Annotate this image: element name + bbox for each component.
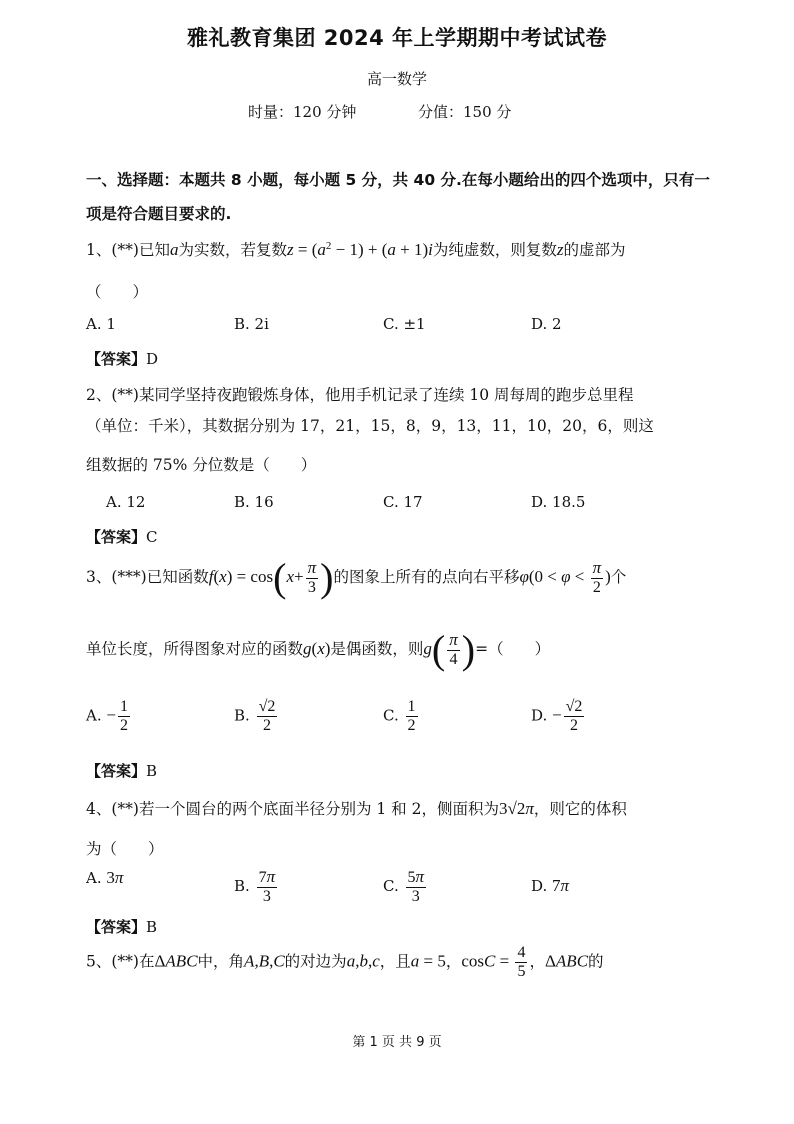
question-2-stem-line-2: （单位：千米），其数据分别为 17，21，15，8，9，13，11，10，20，6，则这: [86, 417, 654, 435]
question-4-answer: 【答案】B: [86, 918, 158, 936]
question-1-option-c: C. ±1: [383, 315, 426, 333]
question-4-option-a: A. 3π: [86, 868, 124, 887]
question-3-option-d: D. − $\frac{√2}{2}$: [531, 698, 583, 734]
question-4-stem-line-2: 为（ ）: [86, 840, 164, 858]
question-3-option-c: C. $\frac{1}{2}$: [383, 698, 416, 734]
question-4-stem-line-1: 4、(**)若一个圆台的两个底面半径分别为 1 和 2，侧面积为3√2π，则它的体积: [86, 799, 627, 818]
section-heading: 一、选择题：本题共 8 小题，每小题 5 分，共 40 分.在每小题给出的四个选项中，只有一项是符合题目要求的.: [86, 171, 710, 223]
question-3-stem-line-2: 单位长度，所得图象对应的函数g(x)是偶函数，则g( $\frac{\pi}{4}$ )=（ ）: [86, 627, 551, 672]
question-4-option-b: B. $\frac{7\pi}{3}$: [234, 867, 276, 905]
question-2-stem-line-1: 2、(**)某同学坚持夜跑锻炼身体，他用手机记录了连续 10 周每周的跑步总里程: [86, 386, 634, 404]
question-2-option-b: B. 16: [234, 493, 274, 511]
question-3-answer: 【答案】B: [86, 762, 158, 780]
exam-title: 雅礼教育集团 2024 年上学期期中考试试卷: [186, 26, 608, 50]
question-5-stem: 5、(**)在ΔABC中，角A,B,C的对边为a,b,c，且a = 5，cosC = $\frac{4}{5}$ ，ΔABC的: [86, 944, 604, 980]
question-2-option-a: A. 12: [106, 493, 146, 511]
question-1-option-d: D. 2: [531, 315, 562, 333]
time-limit: 时量：120 分钟: [248, 103, 357, 121]
question-2-option-d: D. 18.5: [531, 493, 586, 511]
question-3-option-a: A. − $\frac{1}{2}$: [86, 698, 128, 734]
question-1-stem: 1、(**)已知a为实数，若复数$z = (a^2 - 1) + (a + 1)i$为纯虚数，则复数z的虚部为: [86, 239, 626, 259]
question-1-number: 1、(**): [86, 241, 139, 259]
question-2-option-c: C. 17: [383, 493, 423, 511]
question-3-option-b: B. $\frac{√2}{2}$: [234, 698, 276, 734]
question-4-option-c: C. $\frac{5\pi}{3}$: [383, 867, 425, 905]
question-1-blank: （ ）: [86, 283, 149, 301]
page-footer: 第 1 页 共 9 页: [352, 1035, 442, 1050]
question-5-number: 5、(**): [86, 952, 139, 971]
question-2-answer: 【答案】C: [86, 528, 158, 546]
exam-subject: 高一数学: [366, 70, 427, 88]
question-1-option-a: A. 1: [86, 315, 116, 333]
question-1-answer: 【答案】D: [86, 350, 159, 368]
math-a: a: [169, 240, 179, 259]
question-4-option-d: D. 7π: [531, 876, 570, 895]
question-2-number: 2、(**): [86, 386, 139, 404]
question-1-option-b: B. 2i: [234, 315, 269, 333]
total-score: 分值：150 分: [418, 103, 512, 121]
question-3-number: 3、(***): [86, 568, 147, 586]
question-4-number: 4、(**): [86, 800, 139, 818]
question-2-stem-line-3: 组数据的 75% 分位数是（ ）: [86, 456, 317, 474]
question-3-stem-line-1: 3、(***)已知函数f(x) = cos(x+ $\frac{\pi}{3}$ )的图象上所有的点向右平移φ(0 < φ < $\frac{\pi}{2}$ )个: [86, 555, 627, 600]
